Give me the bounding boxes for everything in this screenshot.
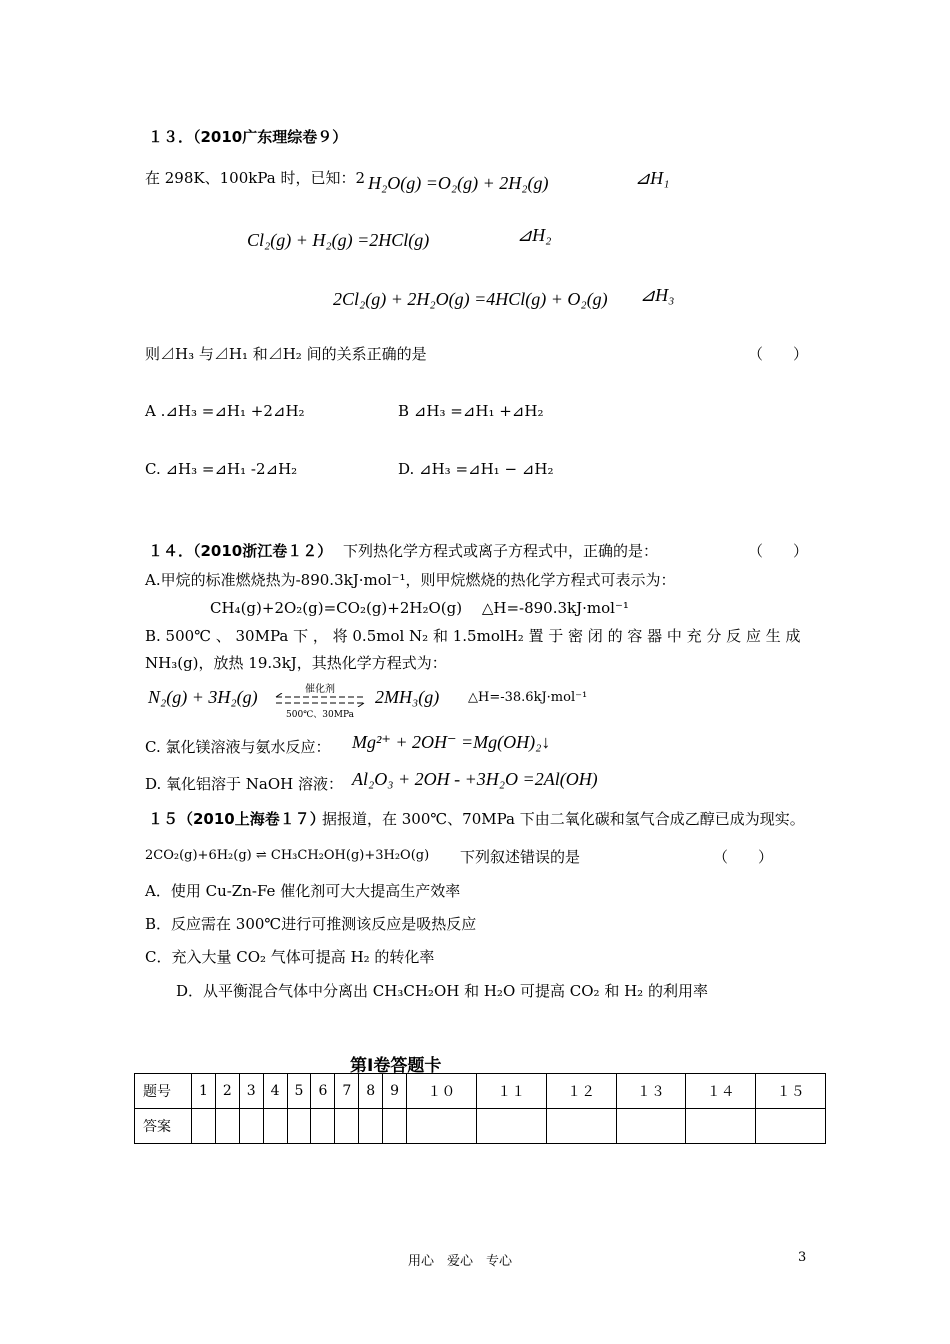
number-cell: １４ bbox=[686, 1074, 756, 1109]
q13-answer-paren: （ ） bbox=[748, 345, 809, 363]
q14-answer-paren: （ ） bbox=[748, 542, 809, 560]
q15-stem: 据报道，在 300℃、70MPa 下由二氧化碳和氢气合成乙醇已成为现实。 bbox=[322, 810, 805, 828]
q14-option-c-text: C. 氯化镁溶液与氨水反应： bbox=[145, 738, 331, 756]
q14-option-b-eq-left: N₂(g) + 3H₂(g) bbox=[148, 687, 258, 707]
q13-dh1: ⊿H₁ bbox=[635, 168, 670, 188]
q13-option-c: C. ⊿H₃ =⊿H₁ -2⊿H₂ bbox=[145, 460, 298, 478]
page-number: 3 bbox=[798, 1250, 807, 1265]
number-cell: １１ bbox=[476, 1074, 546, 1109]
answer-cell[interactable] bbox=[407, 1109, 477, 1144]
catalyst-conditions: 500℃、30MPa bbox=[286, 710, 354, 720]
q14-option-b-line1: B. 500℃ 、 30MPa 下 ， 将 0.5mol N₂ 和 1.5molH₂ 置 于 密 闭 的 容 器 中 充 分 反 应 生 成 bbox=[145, 627, 801, 645]
q14-option-c-eq: Mg²⁺ + 2OH⁻ =Mg(OH)₂↓ bbox=[352, 732, 551, 752]
q15-option-a: A．使用 Cu-Zn-Fe 催化剂可大大提高生产效率 bbox=[145, 882, 461, 900]
number-cell: 8 bbox=[359, 1074, 383, 1109]
answer-cell[interactable] bbox=[383, 1109, 407, 1144]
q13-eq2: Cl₂(g) + H₂(g) =2HCl(g) bbox=[247, 230, 430, 250]
number-row-label: 题号 bbox=[135, 1074, 192, 1109]
answer-cell[interactable] bbox=[215, 1109, 239, 1144]
answer-row bbox=[135, 1109, 826, 1144]
answer-cell[interactable] bbox=[616, 1109, 686, 1144]
number-row bbox=[135, 1074, 826, 1109]
q14-catalyst-arrow bbox=[272, 680, 368, 720]
q13-intro: 在 298K、100kPa 时，已知：2 bbox=[145, 169, 365, 187]
q15-question: 下列叙述错误的是 bbox=[460, 848, 581, 866]
number-cell: 7 bbox=[335, 1074, 359, 1109]
number-cell: 2 bbox=[215, 1074, 239, 1109]
answer-cell[interactable] bbox=[546, 1109, 616, 1144]
q15-header: １５（2010上海卷１７） bbox=[148, 810, 325, 828]
q13-dh3: ⊿H₃ bbox=[640, 285, 675, 305]
answer-card-table bbox=[134, 1073, 826, 1144]
answer-cell[interactable] bbox=[287, 1109, 311, 1144]
q13-eq1: H₂O(g) =O₂(g) + 2H₂(g) bbox=[368, 173, 549, 193]
answer-row-label: 答案 bbox=[135, 1109, 192, 1144]
q14-stem: 下列热化学方程式或离子方程式中，正确的是： bbox=[343, 542, 659, 560]
q15-equation: 2CO₂(g)+6H₂(g) ⇌ CH₃CH₂OH(g)+3H₂O(g) bbox=[145, 848, 430, 863]
q13-option-d: D. ⊿H₃ =⊿H₁ − ⊿H₂ bbox=[398, 460, 554, 478]
q15-option-d: D．从平衡混合气体中分离出 CH₃CH₂OH 和 H₂O 可提高 CO₂ 和 H₂ 的利用率 bbox=[176, 982, 708, 1000]
q13-eq3: 2Cl₂(g) + 2H₂O(g) =4HCl(g) + O₂(g) bbox=[333, 289, 608, 309]
number-cell: 3 bbox=[239, 1074, 263, 1109]
number-cell: １０ bbox=[407, 1074, 477, 1109]
q13-option-a: A .⊿H₃ =⊿H₁ +2⊿H₂ bbox=[145, 402, 305, 420]
answer-cell[interactable] bbox=[311, 1109, 335, 1144]
equilibrium-arrow-icon bbox=[272, 693, 368, 707]
number-cell: 1 bbox=[192, 1074, 216, 1109]
number-cell: 9 bbox=[383, 1074, 407, 1109]
answer-cell[interactable] bbox=[359, 1109, 383, 1144]
q15-option-b: B．反应需在 300℃进行可推测该反应是吸热反应 bbox=[145, 915, 477, 933]
q13-header: １３．（2010广东理综卷９） bbox=[148, 128, 348, 146]
answer-cell[interactable] bbox=[239, 1109, 263, 1144]
q14-header: １４．（2010浙江卷１２） bbox=[148, 542, 333, 560]
q15-option-c: C．充入大量 CO₂ 气体可提高 H₂ 的转化率 bbox=[145, 948, 435, 966]
number-cell: 4 bbox=[263, 1074, 287, 1109]
q14-option-a-equation: CH₄(g)+2O₂(g)=CO₂(g)+2H₂O(g) △H=-890.3kJ·mol⁻¹ bbox=[210, 599, 629, 617]
answer-cell[interactable] bbox=[686, 1109, 756, 1144]
answer-cell[interactable] bbox=[192, 1109, 216, 1144]
footer-motto: 用心 爱心 专心 bbox=[408, 1254, 513, 1269]
q13-option-b: B ⊿H₃ =⊿H₁ +⊿H₂ bbox=[398, 402, 544, 420]
number-cell: 6 bbox=[311, 1074, 335, 1109]
number-cell: １３ bbox=[616, 1074, 686, 1109]
answer-card-title: 第Ⅰ卷答题卡 bbox=[350, 1056, 442, 1076]
q13-question: 则⊿H₃ 与⊿H₁ 和⊿H₂ 间的关系正确的是 bbox=[145, 345, 427, 363]
q14-option-b-line2: NH₃(g)，放热 19.3kJ，其热化学方程式为： bbox=[145, 654, 447, 672]
number-cell: １５ bbox=[756, 1074, 826, 1109]
q14-option-d-text: D. 氧化铝溶于 NaOH 溶液： bbox=[145, 775, 344, 793]
number-cell: 5 bbox=[287, 1074, 311, 1109]
answer-cell[interactable] bbox=[756, 1109, 826, 1144]
answer-cell[interactable] bbox=[476, 1109, 546, 1144]
number-cell: １２ bbox=[546, 1074, 616, 1109]
catalyst-label: 催化剂 bbox=[305, 684, 335, 695]
answer-cell[interactable] bbox=[263, 1109, 287, 1144]
q14-option-b-eq-right: 2MH₃(g) bbox=[375, 687, 440, 707]
q14-option-a-line1: A.甲烷的标准燃烧热为-890.3kJ·mol⁻¹，则甲烷燃烧的热化学方程式可表示为： bbox=[145, 571, 676, 589]
q15-answer-paren: （ ） bbox=[713, 848, 774, 866]
q14-option-b-dh: △H=-38.6kJ·mol⁻¹ bbox=[468, 690, 588, 705]
q13-dh2: ⊿H₂ bbox=[517, 225, 552, 245]
answer-cell[interactable] bbox=[335, 1109, 359, 1144]
q14-option-d-eq: Al₂O₃ + 2OH - +3H₂O =2Al(OH) bbox=[352, 769, 598, 789]
